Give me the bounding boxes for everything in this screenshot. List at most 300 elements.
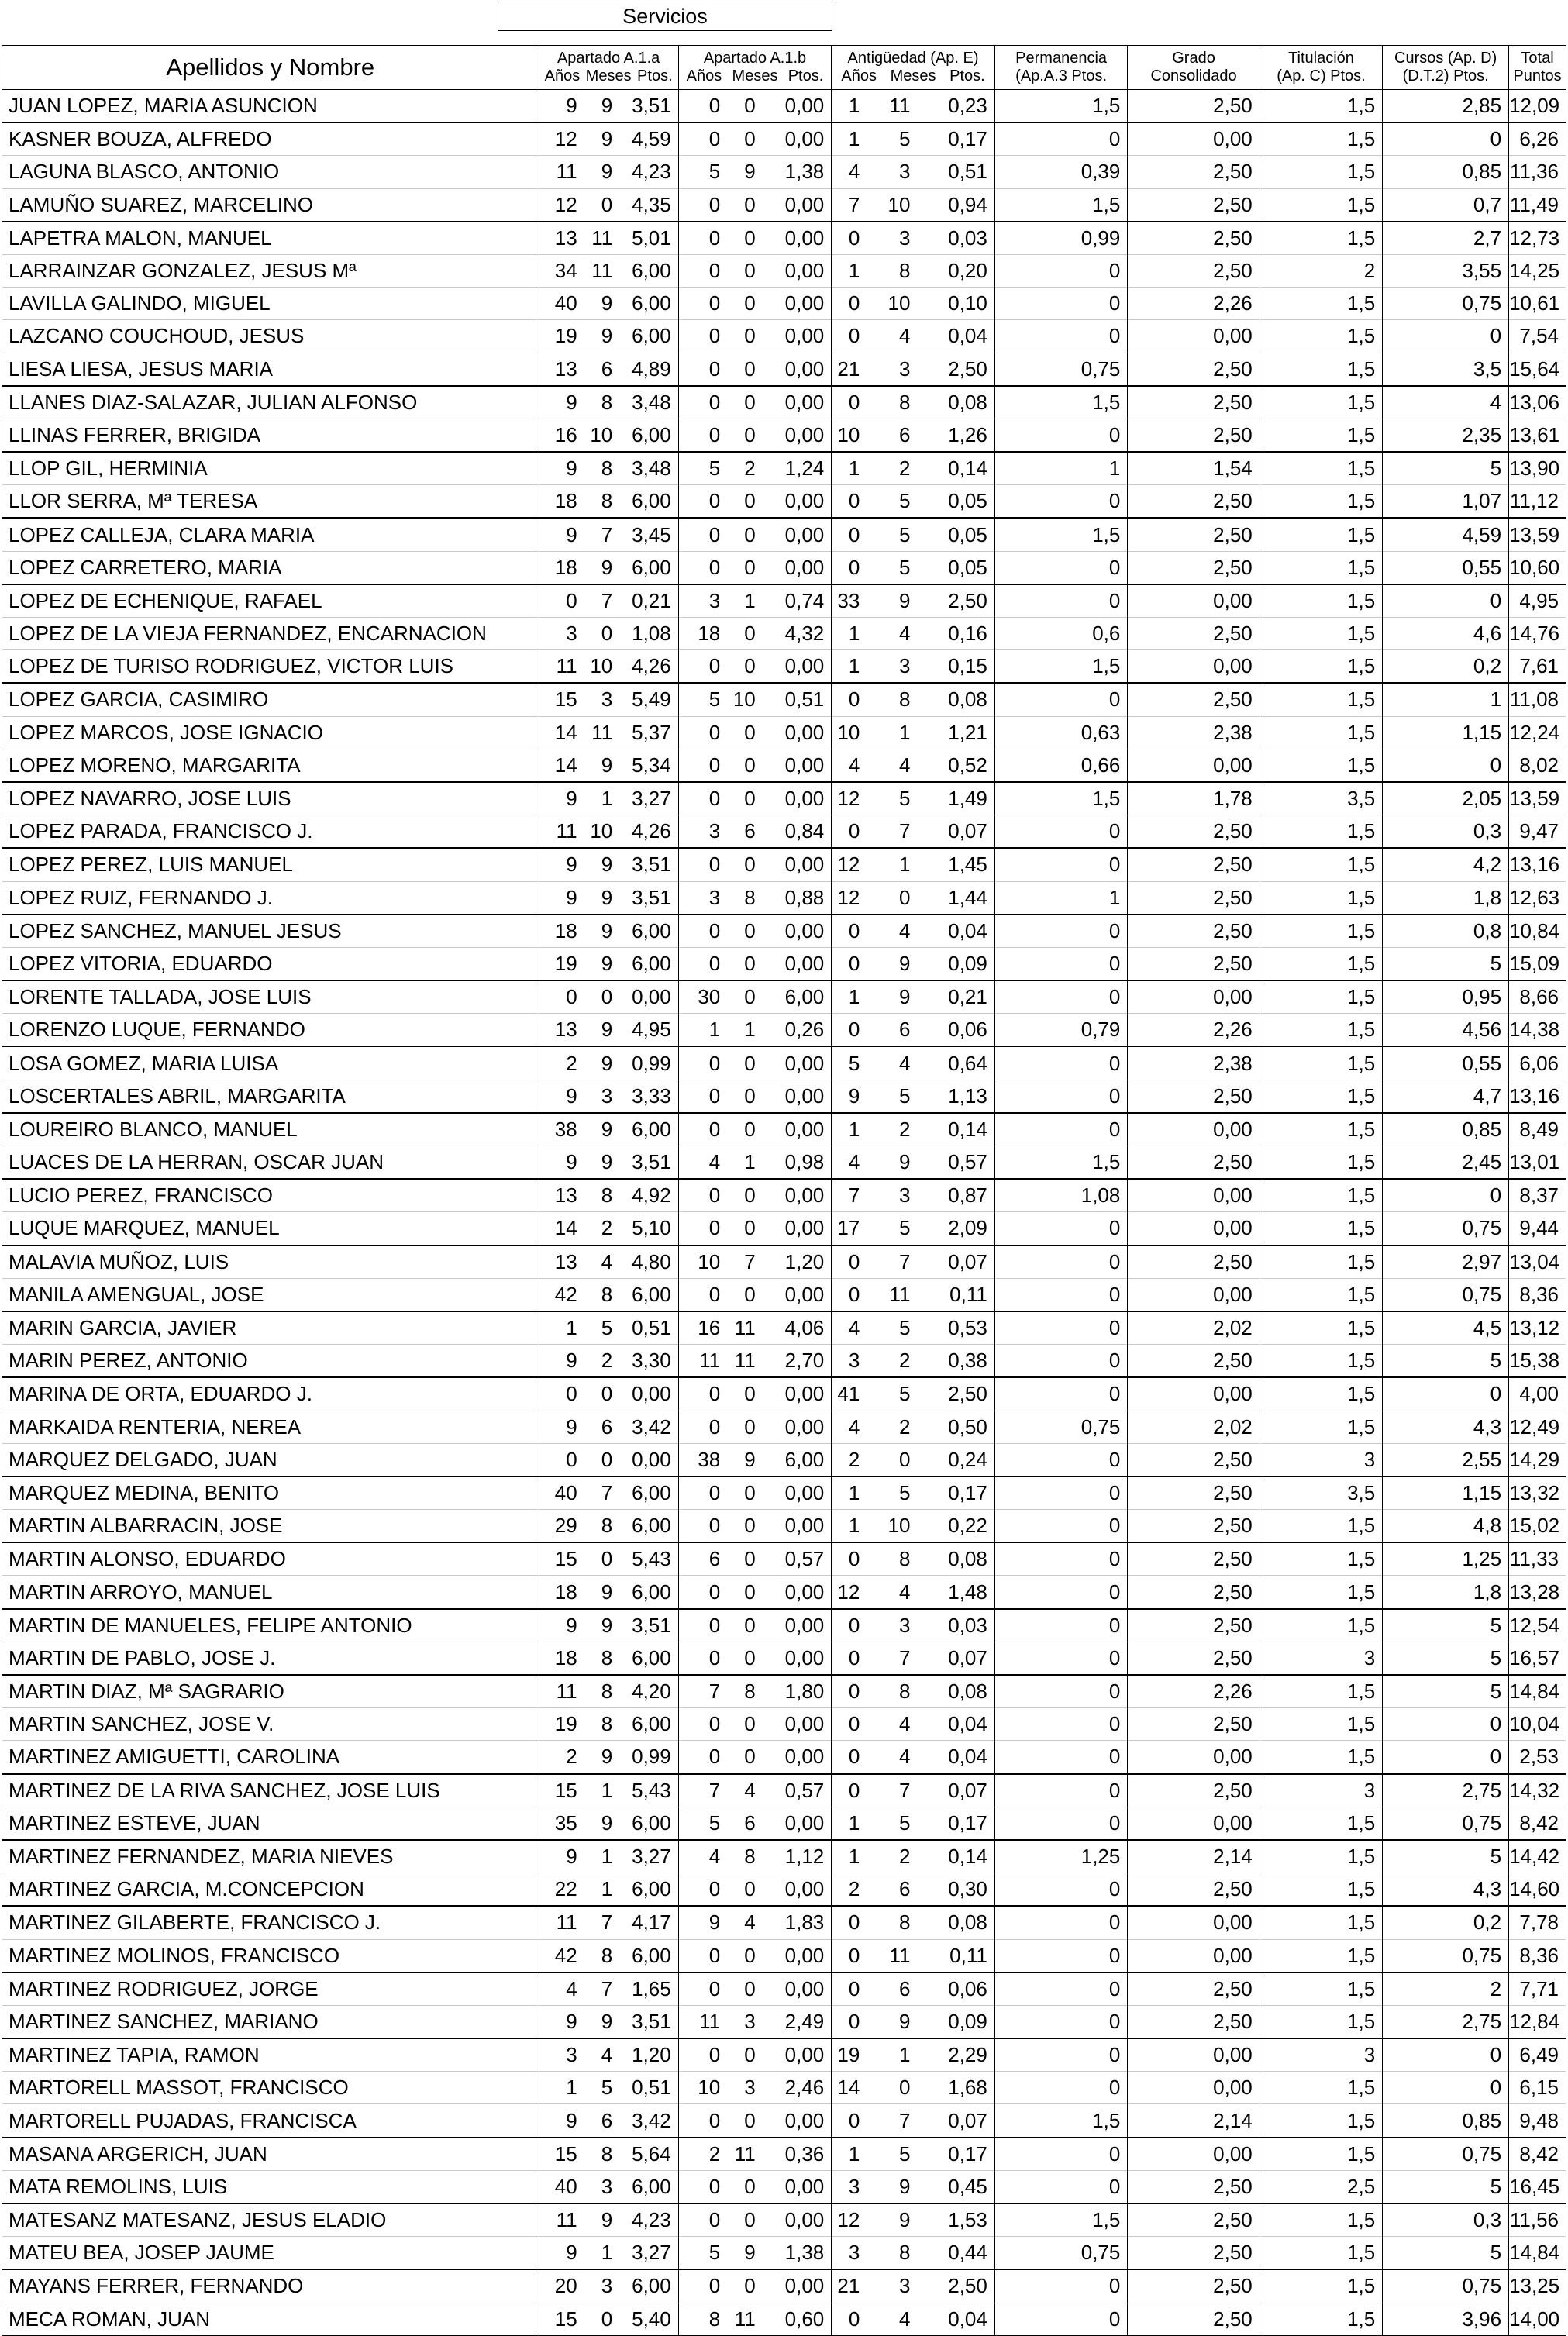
cell-ant-meses: 8 [898,1680,911,1704]
cell-a1a-anos: 13 [539,1179,584,1212]
cell-a1a-ptos: 6,00 [619,1807,678,1840]
table-row [2,1146,1566,1180]
cell-a1b-ptos: 2,46 [763,2072,832,2104]
cell-a1b-meses: 0 [744,1282,756,1306]
col-header-a1b [678,46,832,90]
cell-permanencia: 0,63 [994,716,1128,749]
cell-ant-ptos: 1,53 [917,2203,994,2237]
cell-a1b-meses: 0 [744,522,756,546]
cell-a1b-anos: 5 [678,683,727,716]
col-header-a1a-title: Apartado A.1.a [557,50,660,67]
cell-ant-ptos: 0,17 [917,2138,994,2171]
col-header-a1b-meses: Meses [732,67,778,84]
cell-total: 15,02 [1509,1510,1566,1543]
cell-a1b-ptos: 0,00 [763,1609,832,1642]
cell-name: MARTINEZ MOLINOS, FRANCISCO [2,1939,539,1973]
cell-ant-anos: 1 [832,90,867,123]
cell-a1b-meses: 0 [744,2108,756,2132]
table-row [2,1377,1566,1411]
cell-grado: 0,00 [1128,1212,1260,1246]
cell-a1b-ptos: 1,38 [763,156,832,188]
cell-ant-anos: 33 [832,584,867,618]
cell-total: 13,32 [1509,1476,1566,1510]
cell-name: MARINA DE ORTA, EDUARDO J. [2,1377,539,1411]
col-header-permanencia-line2: (Ap.A.3 Ptos. [1015,67,1108,84]
cell-permanencia: 0 [994,1873,1128,1907]
cell-a1b-ptos: 0,00 [763,947,832,980]
cell-a1a-meses: 10 [590,422,613,446]
table-row [2,1840,1566,1873]
cell-a1a-meses: 0 [601,622,613,646]
cell-a1a-anos: 9 [539,1146,584,1180]
cell-ant-ptos: 0,07 [917,815,994,849]
cell-total: 16,57 [1509,1642,1566,1675]
cell-a1a-meses: 9 [601,2009,613,2033]
col-header-permanencia [994,46,1128,90]
cell-cursos: 4,6 [1383,618,1509,650]
cell-ant-meses: 0 [898,1447,911,1471]
table-row [2,2005,1566,2038]
cell-name: MARTIN DE MANUELES, FELIPE ANTONIO [2,1609,539,1642]
cell-permanencia: 0 [994,1046,1128,1080]
cell-ant-ptos: 0,16 [917,618,994,650]
cell-a1b-meses: 0 [744,1943,756,1967]
cell-cursos: 2,05 [1383,782,1509,815]
col-header-a1a-ptos: Ptos. [637,67,673,84]
cell-a1a-ptos: 6,00 [619,2170,678,2203]
table-row [2,353,1566,386]
cell-titulacion: 1,5 [1260,1080,1382,1113]
scores-table [2,45,1566,2336]
cell-a1a-ptos: 4,80 [619,1246,678,1279]
cell-a1b-anos: 4 [678,1146,727,1180]
cell-titulacion: 1,5 [1260,1973,1382,2006]
cell-ant-meses: 5 [898,1480,911,1504]
cell-grado: 2,50 [1128,1146,1260,1180]
cell-ant-anos: 3 [832,2237,867,2270]
cell-a1a-ptos: 4,26 [619,650,678,684]
cell-a1a-meses: 9 [601,1745,613,1769]
cell-a1b-anos: 0 [678,188,727,222]
cell-total: 7,71 [1509,1973,1566,2006]
cell-a1a-ptos: 6,00 [619,1278,678,1311]
cell-grado: 2,50 [1128,881,1260,915]
cell-ant-anos: 0 [832,1014,867,1047]
cell-a1b-anos: 38 [678,1443,727,1476]
cell-ant-ptos: 0,38 [917,1345,994,1378]
cell-a1a-ptos: 3,48 [619,386,678,419]
cell-permanencia: 0 [994,1973,1128,2006]
cell-ant-ptos: 0,15 [917,650,994,684]
cell-cursos: 0,55 [1383,1046,1509,1080]
cell-total: 15,09 [1509,947,1566,980]
cell-grado: 0,00 [1128,1807,1260,1840]
cell-a1b-ptos: 2,70 [763,1345,832,1378]
cell-a1b-anos: 0 [678,915,727,948]
cell-ant-meses: 7 [898,1645,911,1669]
cell-a1b-anos: 0 [678,1212,727,1246]
cell-a1a-meses: 8 [601,489,613,513]
cell-cursos: 0 [1383,2038,1509,2072]
cell-permanencia: 0 [994,2038,1128,2072]
cell-ant-ptos: 0,17 [917,1807,994,1840]
cell-cursos: 5 [1383,452,1509,485]
cell-ant-meses: 3 [898,226,911,250]
cell-titulacion: 1,5 [1260,1014,1382,1047]
cell-ant-ptos: 0,45 [917,2170,994,2203]
cell-permanencia: 0 [994,2072,1128,2104]
cell-a1b-anos: 0 [678,122,727,156]
cell-a1a-ptos: 0,99 [619,1741,678,1774]
cell-permanencia: 0,75 [994,1411,1128,1443]
cell-a1b-ptos: 0,00 [763,419,832,452]
cell-grado: 0,00 [1128,584,1260,618]
cell-cursos: 0,95 [1383,980,1509,1014]
cell-a1a-ptos: 5,40 [619,2303,678,2335]
cell-a1b-ptos: 0,00 [763,386,832,419]
cell-cursos: 2 [1383,1973,1509,2006]
cell-permanencia: 1,25 [994,1840,1128,1873]
cell-a1b-anos: 7 [678,1675,727,1708]
cell-a1a-ptos: 5,01 [619,222,678,255]
cell-ant-ptos: 0,52 [917,749,994,782]
cell-a1b-ptos: 0,00 [763,1046,832,1080]
cell-ant-ptos: 1,26 [917,419,994,452]
table-row [2,1212,1566,1246]
cell-ant-anos: 21 [832,2269,867,2303]
cell-titulacion: 1,5 [1260,1510,1382,1543]
cell-name: LORENZO LUQUE, FERNANDO [2,1014,539,1047]
cell-a1a-ptos: 5,10 [619,1212,678,1246]
cell-name: LAPETRA MALON, MANUEL [2,222,539,255]
cell-a1a-meses: 2 [601,1216,613,1240]
cell-a1a-meses: 7 [601,1976,613,2000]
cell-a1b-anos: 11 [678,1345,727,1378]
cell-a1a-meses: 3 [601,1084,613,1108]
cell-total: 11,12 [1509,485,1566,519]
cell-total: 12,73 [1509,222,1566,255]
cell-ant-anos: 0 [832,2104,867,2138]
cell-total: 7,78 [1509,1906,1566,1939]
cell-name: LAVILLA GALINDO, MIGUEL [2,288,539,320]
cell-a1b-ptos: 0,00 [763,2038,832,2072]
cell-ant-anos: 0 [832,915,867,948]
cell-a1a-meses: 9 [601,1150,613,1174]
cell-a1a-anos: 9 [539,1345,584,1378]
cell-permanencia: 0 [994,815,1128,849]
cell-grado: 0,00 [1128,1939,1260,1973]
cell-a1b-anos: 0 [678,749,727,782]
cell-ant-ptos: 0,20 [917,254,994,287]
table-row [2,452,1566,485]
table-row [2,1708,1566,1741]
cell-ant-anos: 5 [832,1046,867,1080]
cell-a1a-ptos: 6,00 [619,1708,678,1741]
cell-a1b-ptos: 0,00 [763,1113,832,1146]
cell-total: 11,08 [1509,683,1566,716]
cell-ant-ptos: 0,24 [917,1443,994,1476]
cell-titulacion: 1,5 [1260,320,1382,353]
cell-titulacion: 1,5 [1260,1741,1382,1774]
cell-name: MARIN GARCIA, JAVIER [2,1311,539,1345]
cell-ant-anos: 0 [832,1542,867,1576]
cell-a1b-anos: 30 [678,980,727,1014]
cell-name: MATA REMOLINS, LUIS [2,2170,539,2203]
cell-grado: 1,54 [1128,452,1260,485]
cell-a1b-ptos: 4,32 [763,618,832,650]
cell-total: 6,06 [1509,1046,1566,1080]
cell-a1b-meses: 11 [734,2141,756,2165]
cell-a1b-anos: 0 [678,485,727,519]
cell-titulacion: 1,5 [1260,2005,1382,2038]
cell-grado: 2,14 [1128,2104,1260,2138]
cell-titulacion: 1,5 [1260,980,1382,1014]
cell-a1a-meses: 4 [601,2043,613,2067]
cell-ant-ptos: 2,09 [917,1212,994,1246]
cell-a1b-meses: 11 [734,1316,756,1340]
cell-permanencia: 1,5 [994,188,1128,222]
cell-permanencia: 1,5 [994,782,1128,815]
cell-ant-anos: 1 [832,1476,867,1510]
cell-a1b-anos: 8 [678,2303,727,2335]
cell-a1b-anos: 4 [678,1840,727,1873]
cell-total: 12,09 [1509,90,1566,123]
cell-ant-meses: 5 [898,1084,911,1108]
cell-a1b-anos: 0 [678,1708,727,1741]
cell-grado: 2,14 [1128,1840,1260,1873]
cell-total: 7,54 [1509,320,1566,353]
cell-ant-anos: 3 [832,2170,867,2203]
table-row [2,947,1566,980]
cell-a1a-meses: 1 [601,1845,613,1869]
cell-titulacion: 1,5 [1260,1807,1382,1840]
cell-ant-meses: 3 [898,2274,911,2298]
cell-cursos: 4,56 [1383,1014,1509,1047]
cell-cursos: 0 [1383,320,1509,353]
cell-a1b-meses: 6 [744,1811,756,1835]
cell-a1b-meses: 0 [744,2274,756,2298]
cell-ant-anos: 1 [832,2138,867,2171]
cell-name: LUCIO PEREZ, FRANCISCO [2,1179,539,1212]
cell-a1a-meses: 0 [601,1547,613,1571]
cell-name: MARTORELL MASSOT, FRANCISCO [2,2072,539,2104]
cell-a1a-ptos: 0,99 [619,1046,678,1080]
cell-a1a-ptos: 6,00 [619,551,678,584]
cell-a1a-meses: 0 [601,1447,613,1471]
table-row [2,980,1566,1014]
cell-a1a-anos: 0 [539,1377,584,1411]
cell-ant-meses: 10 [887,291,911,315]
cell-a1a-anos: 9 [539,1080,584,1113]
cell-permanencia: 0 [994,2303,1128,2335]
cell-a1a-ptos: 4,35 [619,188,678,222]
cell-a1b-meses: 0 [744,259,756,283]
cell-ant-ptos: 0,87 [917,1179,994,1212]
table-row [2,2104,1566,2138]
cell-total: 10,60 [1509,551,1566,584]
cell-a1b-meses: 8 [744,885,756,909]
table-row [2,1411,1566,1443]
cell-titulacion: 3 [1260,1774,1382,1807]
cell-a1a-meses: 9 [601,160,613,184]
cell-cursos: 2,85 [1383,90,1509,123]
cell-ant-ptos: 0,09 [917,2005,994,2038]
cell-titulacion: 1,5 [1260,1246,1382,1279]
cell-ant-anos: 9 [832,1080,867,1113]
cell-a1b-anos: 1 [678,1014,727,1047]
cell-total: 13,04 [1509,1246,1566,1279]
cell-total: 14,38 [1509,1014,1566,1047]
cell-a1b-ptos: 0,00 [763,1807,832,1840]
cell-ant-anos: 1 [832,1840,867,1873]
cell-a1a-ptos: 0,21 [619,584,678,618]
cell-titulacion: 1,5 [1260,518,1382,551]
cell-a1a-ptos: 6,00 [619,419,678,452]
cell-permanencia: 0 [994,980,1128,1014]
cell-name: LOPEZ GARCIA, CASIMIRO [2,683,539,716]
table-row [2,915,1566,948]
cell-ant-meses: 7 [898,1249,911,1273]
cell-a1a-meses: 11 [591,226,613,250]
cell-a1b-ptos: 0,00 [763,518,832,551]
cell-a1b-meses: 0 [744,1051,756,1075]
cell-titulacion: 1,5 [1260,848,1382,881]
cell-a1a-anos: 40 [539,2170,584,2203]
col-header-permanencia-line1: Permanencia [1015,50,1108,67]
cell-titulacion: 1,5 [1260,2237,1382,2270]
cell-a1b-meses: 0 [744,622,756,646]
cell-ant-ptos: 0,10 [917,288,994,320]
cell-total: 14,76 [1509,618,1566,650]
cell-a1a-ptos: 3,27 [619,2237,678,2270]
cell-a1b-meses: 8 [744,1680,756,1704]
cell-a1b-meses: 0 [744,127,756,151]
cell-a1a-meses: 6 [601,1414,613,1438]
cell-cursos: 0,75 [1383,2138,1509,2171]
col-header-cursos-line2: (D.T.2) Ptos. [1402,67,1489,84]
cell-ant-meses: 8 [898,259,911,283]
cell-a1b-meses: 9 [744,1447,756,1471]
cell-a1a-anos: 11 [539,2203,584,2237]
cell-a1b-anos: 10 [678,1246,727,1279]
cell-total: 11,33 [1509,1542,1566,1576]
cell-titulacion: 1,5 [1260,485,1382,519]
cell-a1b-ptos: 0,00 [763,288,832,320]
cell-cursos: 0,85 [1383,2104,1509,2138]
cell-total: 12,54 [1509,1609,1566,1642]
cell-grado: 0,00 [1128,1377,1260,1411]
col-header-grado [1128,46,1260,90]
cell-titulacion: 1,5 [1260,188,1382,222]
cell-total: 15,38 [1509,1345,1566,1378]
cell-ant-meses: 1 [898,853,911,877]
table-row [2,2038,1566,2072]
cell-a1b-meses: 11 [734,2307,756,2331]
cell-titulacion: 1,5 [1260,2269,1382,2303]
cell-grado: 2,50 [1128,551,1260,584]
cell-a1a-anos: 18 [539,551,584,584]
cell-total: 14,00 [1509,2303,1566,2335]
cell-a1a-meses: 11 [591,720,613,744]
cell-a1b-meses: 0 [744,1382,756,1406]
cell-name: LOPEZ MARCOS, JOSE IGNACIO [2,716,539,749]
cell-ant-meses: 4 [898,324,911,348]
cell-a1b-anos: 0 [678,419,727,452]
cell-a1a-ptos: 6,00 [619,1476,678,1510]
cell-ant-anos: 1 [832,980,867,1014]
cell-cursos: 0,3 [1383,2203,1509,2237]
cell-a1b-anos: 7 [678,1774,727,1807]
cell-a1a-anos: 0 [539,1443,584,1476]
cell-a1b-meses: 0 [744,1712,756,1736]
cell-a1a-anos: 9 [539,386,584,419]
cell-a1b-meses: 4 [744,1910,756,1935]
cell-ant-ptos: 1,44 [917,881,994,915]
cell-a1a-anos: 1 [539,2072,584,2104]
table-row [2,2072,1566,2104]
cell-a1b-ptos: 0,36 [763,2138,832,2171]
cell-a1b-ptos: 0,00 [763,716,832,749]
cell-a1a-ptos: 4,20 [619,1675,678,1708]
cell-a1b-meses: 9 [744,160,756,184]
cell-permanencia: 0 [994,1113,1128,1146]
cell-a1a-ptos: 4,17 [619,1906,678,1939]
cell-a1b-ptos: 0,00 [763,2170,832,2203]
cell-a1a-meses: 8 [601,1184,613,1208]
cell-a1a-ptos: 6,00 [619,320,678,353]
cell-a1b-meses: 2 [744,457,756,481]
cell-cursos: 0,7 [1383,188,1509,222]
cell-ant-meses: 2 [898,1117,911,1141]
cell-total: 13,90 [1509,452,1566,485]
table-row [2,288,1566,320]
cell-cursos: 4,7 [1383,1080,1509,1113]
cell-permanencia: 0,79 [994,1014,1128,1047]
cell-titulacion: 1,5 [1260,650,1382,684]
cell-ant-ptos: 0,14 [917,452,994,485]
cell-a1b-ptos: 0,00 [763,1741,832,1774]
table-row [2,1510,1566,1543]
cell-a1a-meses: 8 [601,1645,613,1669]
cell-total: 8,49 [1509,1113,1566,1146]
cell-a1b-meses: 1 [744,1018,756,1042]
cell-total: 13,01 [1509,1146,1566,1180]
cell-a1b-anos: 10 [678,2072,727,2104]
cell-a1a-ptos: 6,00 [619,915,678,948]
cell-ant-anos: 1 [832,1807,867,1840]
cell-ant-anos: 0 [832,1642,867,1675]
cell-name: MAYANS FERRER, FERNANDO [2,2269,539,2303]
col-header-cursos [1383,46,1509,90]
cell-grado: 2,50 [1128,2203,1260,2237]
cell-grado: 2,50 [1128,2269,1260,2303]
cell-a1a-anos: 42 [539,1278,584,1311]
cell-a1b-meses: 0 [744,1216,756,1240]
cell-a1a-meses: 9 [601,291,613,315]
cell-a1b-ptos: 0,00 [763,1179,832,1212]
cell-permanencia: 0 [994,2269,1128,2303]
cell-total: 4,95 [1509,584,1566,618]
cell-ant-anos: 0 [832,222,867,255]
cell-ant-anos: 0 [832,1609,867,1642]
cell-total: 6,49 [1509,2038,1566,2072]
cell-ant-meses: 5 [898,522,911,546]
table-row [2,1080,1566,1113]
table-row [2,650,1566,684]
cell-ant-meses: 9 [898,951,911,975]
cell-grado: 2,50 [1128,1510,1260,1543]
cell-a1a-meses: 1 [601,1877,613,1901]
